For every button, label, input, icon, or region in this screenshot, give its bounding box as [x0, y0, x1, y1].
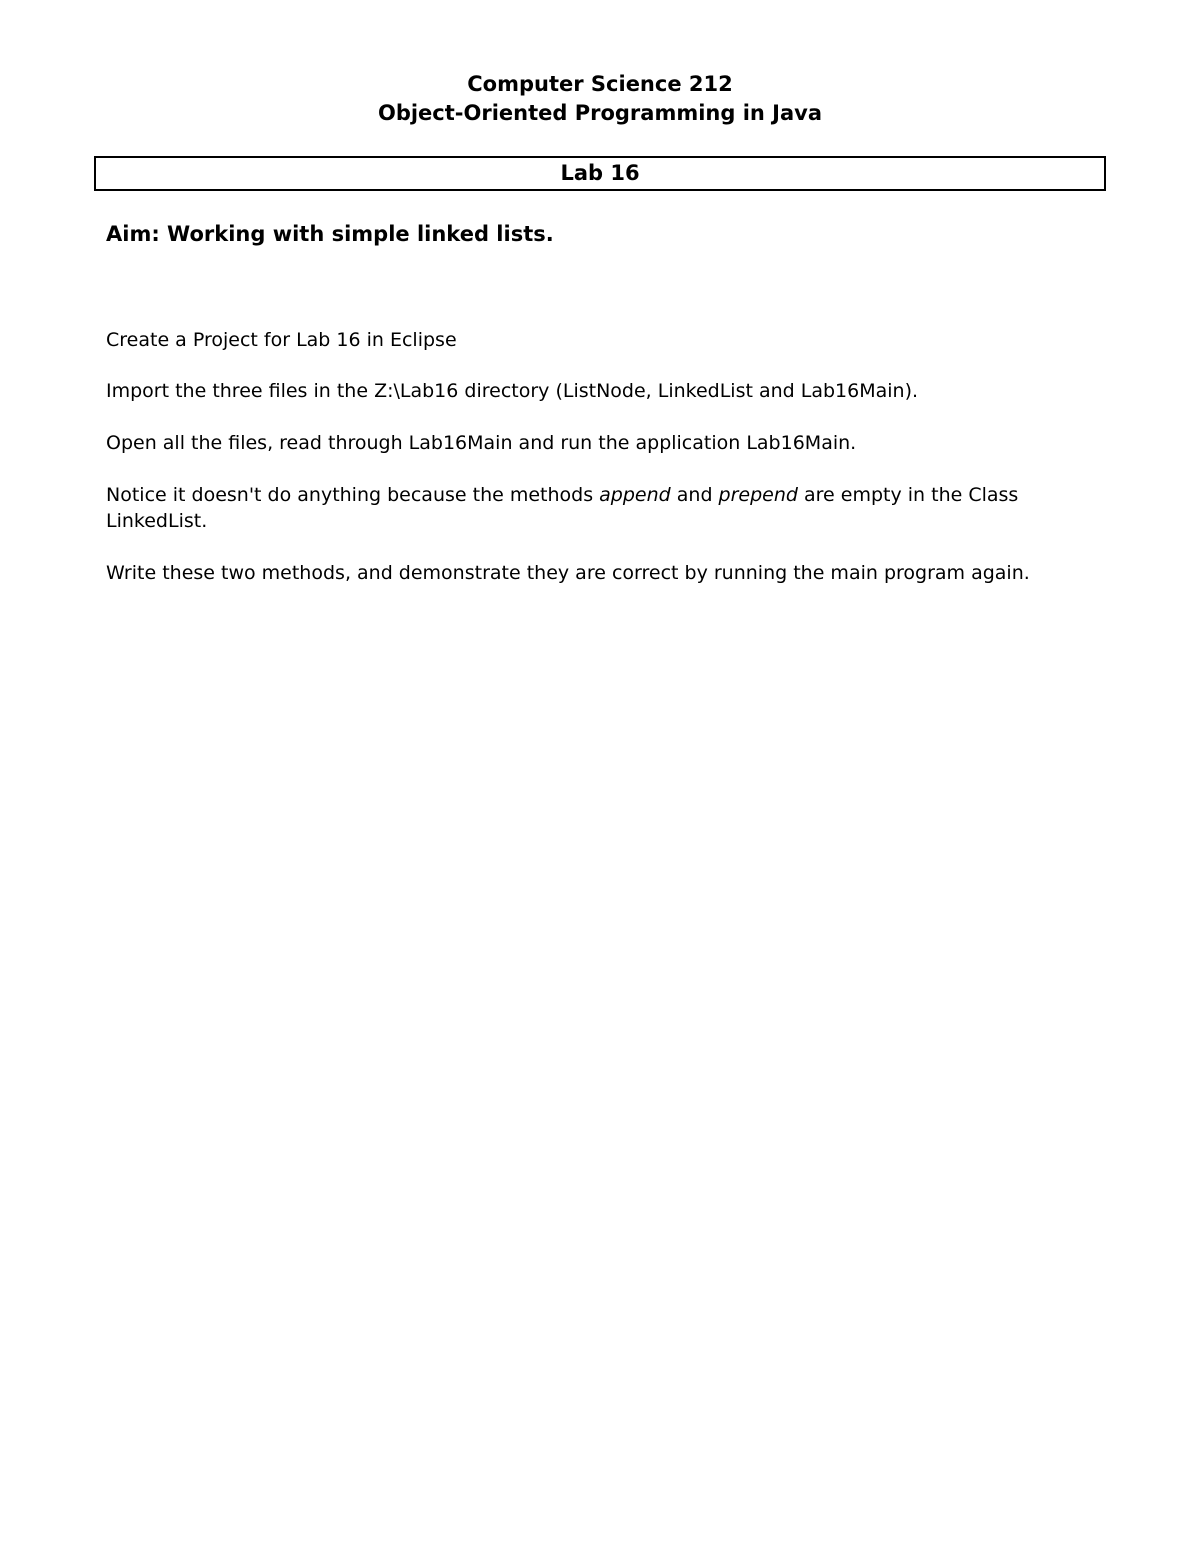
instruction-create-project: Create a Project for Lab 16 in Eclipse: [106, 329, 457, 351]
notice-text-2: and: [670, 484, 719, 506]
instruction-notice: [106, 482, 1096, 534]
lab-title: Lab 16: [560, 161, 640, 185]
method-prepend: prepend: [718, 484, 798, 506]
instruction-open-files: Open all the files, read through Lab16Main and run the application Lab16Main.: [106, 432, 857, 454]
course-subtitle: Object-Oriented Programming in Java: [377, 101, 823, 125]
document-header: [0, 70, 1200, 128]
method-append: append: [599, 484, 671, 506]
course-title: Computer Science 212: [467, 72, 733, 96]
aim-heading: Aim: Working with simple linked lists.: [106, 222, 554, 246]
instruction-write-methods: Write these two methods, and demonstrate they are correct by running the main program again.: [106, 562, 1030, 584]
instructions: [106, 327, 1096, 612]
lab-title-box: [94, 156, 1106, 191]
notice-text-1: Notice it doesn't do anything because the methods: [106, 484, 600, 506]
notice-text-3: are empty in the Class LinkedList.: [106, 484, 1019, 532]
instruction-import-files: Import the three files in the Z:\Lab16 directory (ListNode, LinkedList and Lab16Main).: [106, 380, 919, 402]
